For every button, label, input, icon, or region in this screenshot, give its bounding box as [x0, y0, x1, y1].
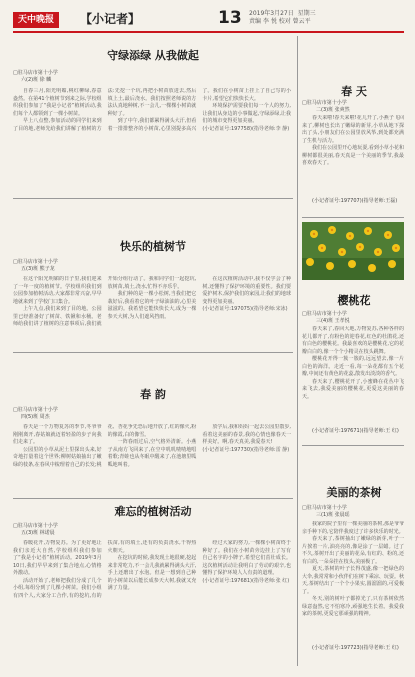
article-title: 美丽的茶树 [326, 486, 382, 499]
article-title: 快乐的植树节 [120, 240, 186, 253]
article-teacher: (小记者证号:197681)(指导老师:张 红) [202, 577, 290, 584]
article-teacher: (小记者证号:197707)(指导老师:王磊) [312, 198, 398, 204]
article-body: 在这个阳光明媚的日子里,我们迎来了一年一度的植树节。学校组织我们到公园参加植树活动,大家都非常兴奋,早早地就来到了学校门口集合。 上午九点,我们来到了目的地。公园里已经准备好了树苗、铁锹和水桶。老师给我们讲了植树的注意事项后,我们就开始分组行动了。我和同学们一起挖坑,放树苗,填土,浇水,忙得不亦乐乎。 我们种的是一棵小松树,当我们把它栽好后,我看着它的叶子绿油油的,心里美滋滋的。我希望它能快快长大,成为一棵参天大树,为人们遮风挡雨。 在这次植树活动中,我不仅学会了种树,还懂得了保护环境的重要性。我们要爱护树木,保护我们的家园,让我们的地球变得更加美丽。 (小记者证号:197075)(指导老师:宋冰) [13, 276, 291, 327]
byline-school: □驻马店市第十小学 [302, 311, 347, 317]
byline-school: □驻马店市第十小学 [13, 259, 58, 265]
page-number: 13 [218, 8, 242, 28]
header-rule [13, 31, 404, 33]
article-teacher: (小记者证号:197075)(指导老师:宋冰) [202, 306, 288, 312]
article-byline [13, 70, 93, 84]
byline-author: 三(4)班 王孝悦 [316, 318, 350, 324]
article-title: 守绿添绿 从我做起 [107, 49, 199, 62]
issue-meta [249, 10, 316, 26]
byline-school: □驻马店市第十小学 [13, 523, 58, 529]
article-byline [13, 407, 93, 421]
article-byline [302, 505, 406, 519]
byline-school: □驻马店市第十小学 [302, 100, 347, 106]
article-byline [13, 259, 93, 273]
article-teacher: (小记者证号:197723)(指导老师:王 红) [312, 645, 399, 651]
byline-author: 三(1)班 张晨瑶 [316, 512, 350, 518]
byline-author: 五(3)班 林诺晨 [21, 530, 55, 536]
article-body: 我家的院子里有一棵美丽的茶树,那是爷爷亲手种下的,它陪伴我度过了许多快乐的时光。 春天来了,茶树抽出了嫩绿的新芽,叶子一片挨着一片,油亮亮的,像是涂了一层蜡。过了不久,茶树开出了美丽的花朵,有红的、粉的,还有白的,一朵朵挂在枝头,美丽极了。 夏天,茶树的叶子长得茂盛,像一把绿色的大伞,我常常和小伙伴们在树下乘凉、玩耍。秋天,茶树结出了一个个小果实,圆溜溜的,可爱极了。 冬天,别的树叶子都掉光了,只有茶树依然绿意盎然,它不怕寒冷,顽强地生长着。我爱我家的茶树,更爱它那顽强的精神。 [302, 521, 404, 617]
byline-school: □驻马店市第十小学 [13, 407, 58, 413]
section-divider [13, 498, 293, 499]
article-title: 春 天 [341, 85, 367, 98]
byline-school: □驻马店市第十小学 [302, 505, 347, 511]
article-byline [13, 523, 93, 537]
section-divider [13, 198, 293, 199]
byline-author: 二(3)班 张爽然 [316, 107, 350, 113]
issue-date: 2019年3月27日 [249, 10, 294, 17]
section-divider [302, 217, 404, 218]
flower-illustration [302, 222, 404, 280]
issue-weekday: 星期三 [297, 10, 316, 17]
section-divider [302, 445, 404, 446]
page-header [0, 0, 415, 30]
article-teacher: (小记者证号:197758)(指导老师:李 静) [202, 125, 290, 132]
article-body: 春天来了,春回大地,万物复苏,各种各样的花儿都开了,有粉色的迎春花,红色的杜鹃花,还有白色的樱桃花。我最喜欢的是樱桃花,它的花瓣白白的,像一个个小精灵在枝头跳舞。 樱桃花开得一簇一簇的,远远望去,像一片白色的海洋。走近一看,每一朵花都有五个花瓣,中间还有黄色的花蕊,散发出淡淡的香气。 春天来了,樱桃花开了,小蜜蜂在花丛中飞来飞去,我爱美丽的樱桃花,更爱这美丽的春天。 [302, 326, 404, 400]
article-title: 难忘的植树活动 [114, 505, 192, 518]
byline-author: 六(2)班 徐 麟 [21, 77, 52, 83]
article-byline [302, 100, 406, 114]
section-divider [13, 352, 293, 353]
byline-author: 五(3)班 熊子龙 [21, 266, 55, 272]
article-body: 春天来啦!春天来啦!花儿开了,小燕子飞回来了,柳树也长出了嫩绿的新芽,小草从地下探出了头,小朋友们在公园里放风筝,到处都充满了生机与活力。 我们在公园里开心地玩耍,看到小草小花和柳树都很美丽,春天真是一个美丽的季节,我最喜欢春天了。 [302, 115, 404, 166]
newspaper-logo: 天中晚报 [13, 12, 59, 28]
article-body: 春暖花开,万物复苏。为了更好地让我们亲近大自然,学校组织我们参加了“我是小记者”植树活动。2019年3月10日,我们早早来到了集合地点,心情格外激动。 活动开始了,老师把我们分成了几个小组,每组分到了几棵小树苗。我们小组有四个人,大家分工合作,有的挖坑,有的扶苗,有的填土,还有的负责浇水,干得热火朝天。 在挖坑的时候,我发现土地很硬,挖起来非常吃力,不一会儿我就累得满头大汗,手上还磨出了水泡。但是一想到自己种的小树苗以后能长成参天大树,我就又充满了力量。 经过大家的努力,一棵棵小树苗终于种好了。我们在小树苗旁边挂上了写有自己名字的小牌子,希望它们茁壮成长。这次植树活动让我明白了劳动的艰辛,也懂得了保护环境人人有责的道理。 (小记者证号:197681)(指导老师:张 红) [13, 540, 291, 599]
article-byline [302, 311, 406, 325]
cherry-blossom-photo [302, 222, 404, 280]
article-teacher: (小记者证号:197671)(指导老师:王 红) [312, 428, 399, 434]
column-divider [297, 36, 298, 666]
article-teacher: (小记者证号:197730)(指导老师:雷 静) [202, 446, 290, 453]
section-title: 【小记者】 [80, 12, 141, 26]
editor-credits: 责编 李 悦 校对 曾云平 [249, 18, 311, 25]
article-body: 春天是一个万物复苏的季节,冬爷爷刚刚离开,春姑娘就迈着轻盈的步子向我们走来了。 公园里的小草从泥土里探出头来,好奇地打量着这个世界;柳树姑娘抽出了嫩绿的枝条,在春风中梳理着自己的长发;桃花、杏花争先恐后地开放了,红的像火,粉的像霞,白的像雪。 一阵春雨过后,空气格外清新。小燕子从南方飞回来了,在空中叽叽喳喳地唱着歌;青蛙也从冬眠中醒来了,在池塘里呱呱地叫着。 放学后,我和妈妈一起去公园里散步,看着这美丽的春景,我的心情也像春天一样美好。啊,春天真美,我爱春天! (小记者证号:197730)(指导老师:雷 静) [13, 424, 291, 468]
byline-author: 四(5)班 周杰 [21, 414, 50, 420]
article-body: 自春三月,阳光明媚,桃红柳绿,春意盎然。在第41个植树节到来之际,学校组织我们参加了“我是小记者”植树活动,我们每个人都领到了一棵小树苗。 早上八点整,参加活动的同学们来到了目的地,老师先给我们讲解了植树的方法:先挖一个坑,再把小树苗放进去,然后填上土,最后浇水。我们按照老师说的方法认真地种树,不一会儿,一棵棵小树苗就种好了。 到了中午,我们都累得满头大汗,但看着一排排整齐的小树苗,心里别提多高兴了。我们在小树苗上挂上了自己写的小卡片,希望它们快快长大。 环境保护需要我们每一个人的努力,让我们从身边的小事做起,守绿添绿,让我们的城市变得更加美丽。 (小记者证号:197758)(指导老师:李 静) [13, 88, 291, 132]
article-title: 樱桃花 [337, 294, 371, 307]
byline-school: □驻马店市第十小学 [13, 70, 58, 76]
article-title: 春 韵 [140, 388, 166, 401]
